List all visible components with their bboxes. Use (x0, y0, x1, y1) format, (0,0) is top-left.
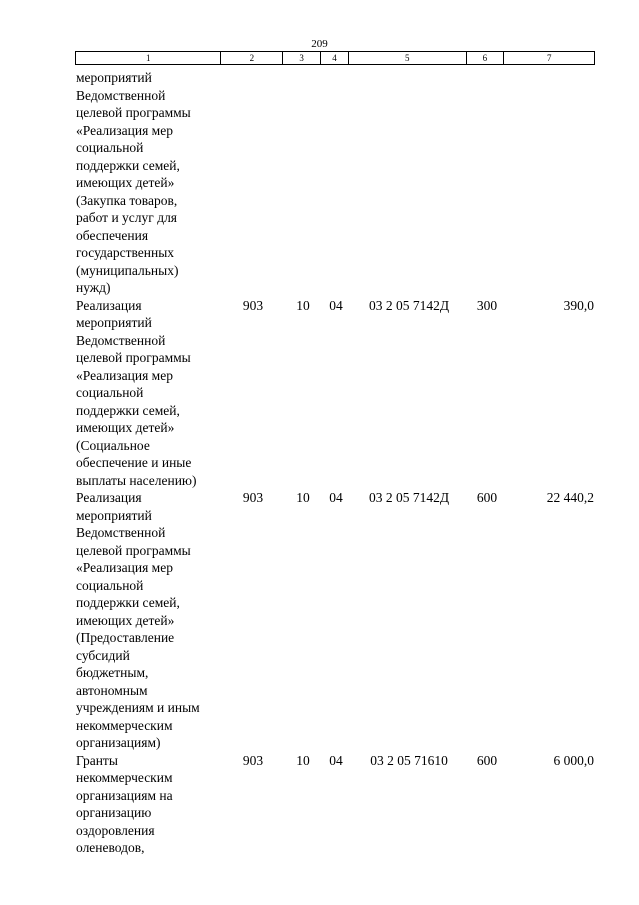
cell-col-3: 10 (296, 297, 310, 313)
description-line: «Реализация мер (76, 367, 173, 383)
description-line: работ и услуг для (76, 210, 178, 225)
description-line: Реализация (76, 297, 142, 313)
cell-col-2: 903 (242, 490, 264, 505)
header-col-2: 2 (221, 52, 283, 64)
table-body (76, 69, 596, 857)
description-line: целевой программы (76, 105, 191, 120)
description-line: Ведомственной (76, 87, 166, 103)
description-line: организациям) (76, 735, 161, 750)
description-line: субсидий (76, 647, 130, 663)
cell-col-4: 04 (329, 297, 343, 313)
description-line: государственных (76, 245, 175, 260)
table-row (76, 297, 596, 490)
cell-col-7: 22 440,2 (546, 490, 594, 505)
description-line: бюджетным, (76, 665, 149, 680)
description-line: имеющих детей» (76, 175, 175, 190)
description-line: имеющих детей» (76, 420, 175, 435)
cell-col-2: 903 (242, 297, 264, 313)
description-line: мероприятий (76, 70, 152, 85)
description-line: социальной (76, 140, 144, 155)
table-row (76, 752, 596, 857)
description-line: (Предоставление (76, 630, 175, 645)
cell-col-3: 10 (296, 490, 310, 505)
cell-col-5 (350, 69, 468, 297)
description-line: (Закупка товаров, (76, 192, 178, 208)
header-col-6: 6 (467, 52, 505, 64)
description-line: «Реализация мер (76, 560, 173, 575)
description-line: автономным (76, 682, 148, 698)
description-line: (муниципальных) (76, 262, 179, 278)
description-line: обеспечение и иные (76, 455, 192, 470)
description-line: оленеводов, (76, 840, 145, 855)
description-line: Ведомственной (76, 525, 166, 540)
cell-col-5: 03 2 05 7142Д (368, 490, 450, 505)
description-line: Реализация (76, 490, 142, 505)
description-line: оздоровления (76, 822, 155, 838)
header-col-4: 4 (321, 52, 349, 64)
row-description (76, 69, 222, 297)
description-line: обеспечения (76, 227, 149, 243)
description-line: Гранты (76, 752, 118, 768)
description-line: имеющих детей» (76, 612, 175, 628)
description-line: учреждениям и иным (76, 700, 200, 715)
cell-col-7: 6 000,0 (553, 752, 594, 768)
description-line: целевой программы (76, 542, 191, 558)
description-line: некоммерческим (76, 717, 173, 733)
cell-col-6: 600 (476, 490, 498, 505)
cell-col-7 (506, 69, 594, 297)
cell-col-6 (468, 69, 506, 297)
header-col-3: 3 (283, 52, 321, 64)
description-line: организацию (76, 805, 152, 820)
header-col-5: 5 (349, 52, 467, 64)
row-description (76, 297, 222, 490)
cell-col-4: 04 (329, 490, 343, 505)
description-line: поддержки семей, (76, 402, 180, 418)
page-number: 209 (311, 38, 328, 50)
cell-col-4 (322, 69, 350, 297)
header-col-7: 7 (546, 53, 552, 63)
description-line: (Социальное (76, 437, 150, 453)
description-line: целевой программы (76, 350, 191, 365)
description-line: нужд) (76, 280, 111, 295)
description-line: некоммерческим (76, 770, 173, 785)
cell-col-2 (222, 69, 284, 297)
table-row (76, 489, 596, 752)
cell-col-2: 903 (242, 752, 264, 768)
cell-col-4: 04 (329, 752, 343, 768)
description-line: «Реализация мер (76, 122, 173, 138)
description-line: выплаты населению) (76, 472, 197, 488)
row-description (76, 489, 222, 752)
description-line: Ведомственной (76, 332, 166, 348)
description-line: поддержки семей, (76, 595, 180, 610)
description-line: мероприятий (76, 315, 152, 330)
cell-col-3: 10 (296, 752, 310, 768)
description-line: социальной (76, 577, 144, 593)
cell-col-6: 300 (476, 297, 498, 313)
cell-col-3 (284, 69, 322, 297)
row-description (76, 752, 222, 857)
description-line: организациям на (76, 787, 173, 803)
description-line: мероприятий (76, 507, 152, 523)
description-line: социальной (76, 385, 144, 400)
header-col-1: 1 (76, 52, 221, 64)
cell-col-6: 600 (476, 752, 498, 768)
table-row (76, 69, 596, 297)
cell-col-5: 03 2 05 71610 (370, 752, 448, 768)
cell-col-7: 390,0 (563, 297, 594, 313)
description-line: поддержки семей, (76, 157, 180, 173)
cell-col-5: 03 2 05 7142Д (368, 297, 450, 313)
table-header (75, 51, 595, 65)
